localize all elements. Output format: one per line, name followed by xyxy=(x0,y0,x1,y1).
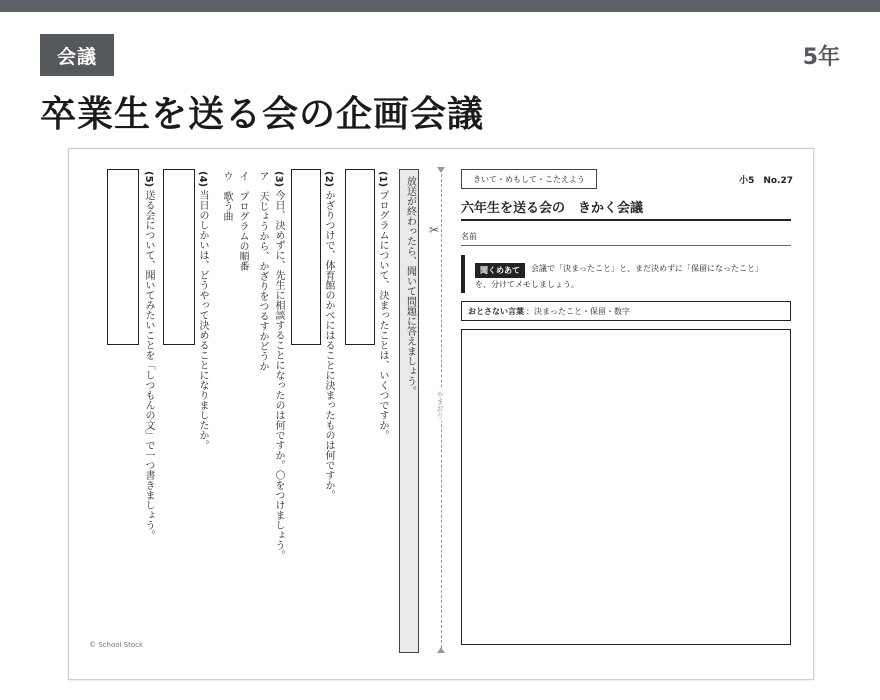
question-3-text: 今日、決めずに、先生に相談することになったのは何ですか。〇をつけましょう。 xyxy=(273,190,284,561)
listening-goal xyxy=(461,255,791,293)
answer-box-5[interactable] xyxy=(107,169,139,345)
question-3-number: (3) xyxy=(273,171,284,188)
question-1-number: (1) xyxy=(377,171,388,188)
fold-marker-bottom-icon xyxy=(437,647,445,653)
category-badge: 会議 xyxy=(40,34,114,76)
question-1 xyxy=(375,171,390,641)
title-divider xyxy=(461,219,791,221)
instruction-text: 放送が終わったら、聞いて問題に答えましょう。 xyxy=(404,176,416,396)
sheet-number: 小5 No.27 xyxy=(739,176,793,186)
key-words-text: 決まったこと・保留・数字 xyxy=(534,306,630,316)
choice-u: ウ 歌う曲 xyxy=(221,171,232,221)
question-4 xyxy=(195,171,210,641)
choice-i: イ プログラムの順番 xyxy=(237,171,248,271)
answer-box-2[interactable] xyxy=(291,169,321,345)
fold-label: やまおり xyxy=(436,391,444,419)
key-words-separator: ： xyxy=(526,306,534,316)
answer-box-1[interactable] xyxy=(345,169,375,345)
question-2-text: かざりつけで、体育館のかべにはることに決まったものは何ですか。 xyxy=(323,190,334,501)
copyright: © School Stock xyxy=(89,641,144,649)
answer-box-4[interactable] xyxy=(163,169,195,345)
listening-goal-tag: 聞くめあて xyxy=(475,263,525,278)
instruction-box xyxy=(399,169,419,653)
page-title: 卒業生を送る会の企画会議 xyxy=(40,94,485,135)
choice-a: ア 天じょうから、かざりをつるすかどうか xyxy=(257,171,268,371)
grade-label: 5年 xyxy=(802,45,840,70)
scissors-icon: ✂ xyxy=(429,223,440,237)
listening-goal-line-1: 会議で「決まったこと」と、まだ決めずに「保留になったこと」 xyxy=(531,264,763,273)
name-field[interactable] xyxy=(461,245,791,246)
worksheet-title: 六年生を送る会の きかく会議 xyxy=(461,201,644,216)
worksheet-tag: きいて・めもして・こたえよう xyxy=(461,169,597,189)
question-4-number: (4) xyxy=(197,171,208,188)
question-3 xyxy=(271,171,286,641)
worksheet-preview xyxy=(68,148,814,680)
key-words-label: おとさない言葉 xyxy=(468,306,524,316)
question-1-text: プログラムについて、決まったことは、いくつですか。 xyxy=(377,190,388,441)
memo-area[interactable] xyxy=(461,329,791,645)
question-4-text: 当日のしかいは、どうやって決めることになりましたか。 xyxy=(197,190,208,451)
key-words-box xyxy=(461,301,791,321)
name-label: 名前 xyxy=(461,232,477,241)
question-2-number: (2) xyxy=(323,171,334,188)
question-5-number: (5) xyxy=(143,171,154,188)
question-5 xyxy=(141,171,156,641)
top-bar xyxy=(0,0,880,12)
question-5-text: 送る会について、聞いてみたいことを「しつもんの文」で一つ書きましょう。 xyxy=(143,190,154,541)
listening-goal-line-2: を、分けてメモしましょう。 xyxy=(475,280,579,289)
question-2 xyxy=(321,171,336,641)
